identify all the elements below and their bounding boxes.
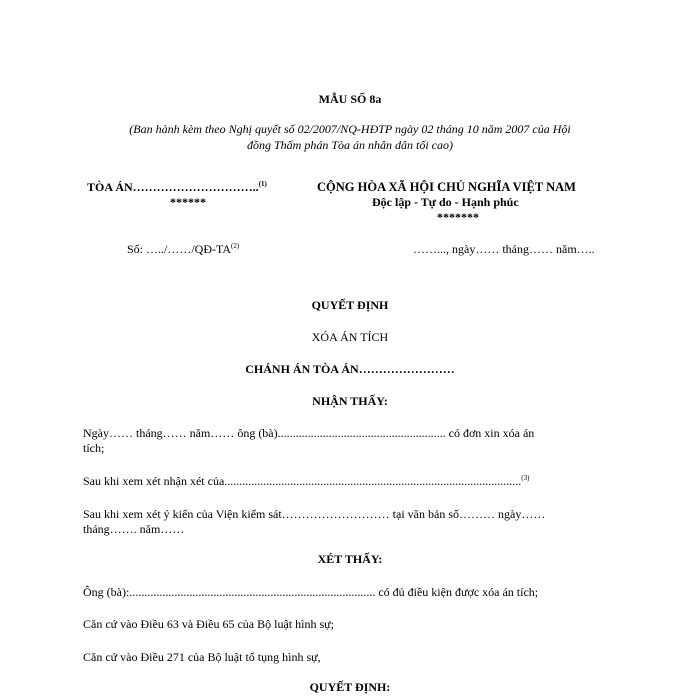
form-title: MẪU SỐ 8a xyxy=(318,92,382,106)
paragraph-review-text: Sau khi xem xét nhận xét của................................................................................................... xyxy=(83,474,522,488)
decision-title: QUYẾT ĐỊNH xyxy=(311,298,389,312)
footnote-marker-3: (3) xyxy=(521,474,530,482)
decision-number xyxy=(127,242,239,257)
court-name-text: TÒA ÁN………………………….. xyxy=(87,180,259,194)
subtitle-line-1: (Ban hành kèm theo Nghị quyết số 02/2007/NQ-HĐTP ngày 02 tháng 10 năm 2007 của Hội xyxy=(129,122,571,136)
paragraph-application-line-2: tích; xyxy=(83,441,105,455)
footnote-marker-2: (2) xyxy=(231,242,240,250)
section-nhan-thay: NHẬN THẤY: xyxy=(312,394,388,408)
paragraph-legal-basis-1: Căn cứ vào Điều 63 và Điều 65 của Bộ luật hình sự; xyxy=(83,617,334,631)
paragraph-procuracy-line-1: Sau khi xem xét ý kiến của Viện kiểm sát……………………… tại văn bản số……… ngày…… xyxy=(83,507,546,521)
section-xet-thay: XÉT THẤY: xyxy=(317,552,383,566)
paragraph-legal-basis-2: Căn cứ vào Điều 271 của Bộ luật tố tụng hình sự, xyxy=(83,650,321,664)
paragraph-review xyxy=(83,474,618,489)
right-stars: ******* xyxy=(437,210,479,224)
section-quyet-dinh: QUYẾT ĐỊNH: xyxy=(309,680,391,694)
paragraph-eligibility: Ông (bà):.................................................................................. có đủ điều kiện được xóa án tích; xyxy=(83,585,539,599)
court-name xyxy=(87,180,267,195)
decision-number-text: Số: …../……/QĐ-TA xyxy=(127,242,232,256)
judge-line: CHÁNH ÁN TÒA ÁN…………………… xyxy=(245,362,455,376)
nation-name: CỘNG HÒA XÃ HỘI CHỦ NGHĨA VIỆT NAM xyxy=(317,180,576,194)
left-stars: ****** xyxy=(170,195,206,209)
national-motto: Độc lập - Tự do - Hạnh phúc xyxy=(372,195,519,209)
paragraph-procuracy-line-2: tháng……. năm…… xyxy=(83,522,185,536)
decision-subject: XÓA ÁN TÍCH xyxy=(311,330,389,344)
paragraph-application-line-1: Ngày…… tháng…… năm…… ông (bà)........................................................ có đơn xin xóa án xyxy=(83,426,535,440)
paragraph-procuracy xyxy=(83,507,618,537)
paragraph-application xyxy=(83,426,618,456)
footnote-marker-1: (1) xyxy=(258,180,267,188)
date-line: ……..., ngày…… tháng…… năm….. xyxy=(413,242,595,256)
subtitle-line-2: đồng Thẩm phán Tòa án nhân dân tối cao) xyxy=(246,138,453,152)
